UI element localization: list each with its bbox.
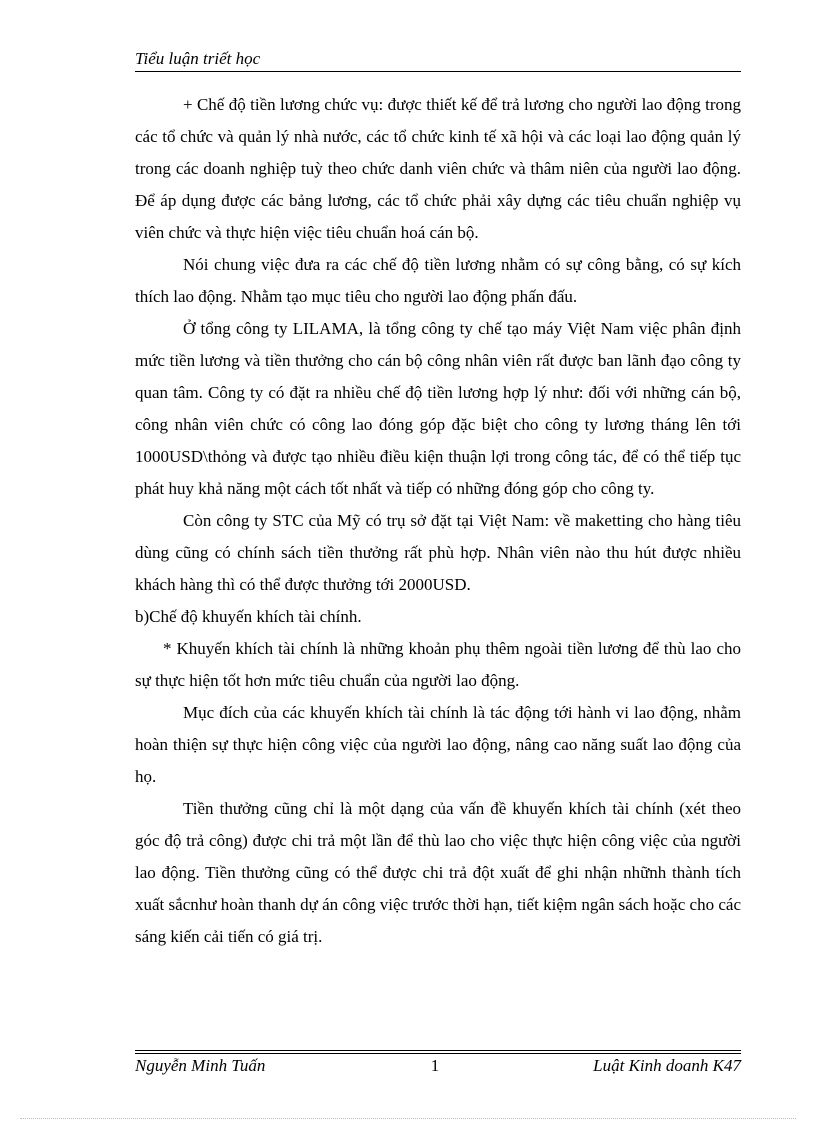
paragraph-salary-position: + Chế độ tiền lương chức vụ: được thiết kế để trả lương cho người lao động trong các tổ chức và quản lý nhà nước, các tổ chức kinh tế xã hội và các loại lao động quản lý trong các doanh nghiệp tuỳ theo chức danh viên chức và thâm niên của người lao động. Để áp dụng được các bảng lương, các tổ chức phải xây dựng các tiêu chuẩn nghiệp vụ viên chức và thực hiện việc tiêu chuẩn hoá cán bộ. (135, 95, 741, 242)
paragraph-general-salary: Nói chung việc đưa ra các chế độ tiền lương nhằm có sự công bằng, có sự kích thích lao động. Nhằm tạo mục tiêu cho người lao động phấn đấu. (135, 255, 741, 306)
page-bottom-edge (20, 1118, 796, 1119)
section-heading-financial-incentives: b)Chế độ khuyến khích tài chính. (135, 607, 362, 626)
footer-course: Luật Kinh doanh K47 (593, 1056, 741, 1075)
paragraph-incentive-definition: * Khuyến khích tài chính là những khoản phụ thêm ngoài tiền lương để thù lao cho sự thực hiện tốt hơn mức tiêu chuẩn của người lao động. (135, 639, 741, 690)
footer-divider (135, 1050, 741, 1054)
footer-author: Nguyễn Minh Tuấn (135, 1056, 266, 1075)
footer-page-number: 1 (430, 1056, 440, 1075)
paragraph-lilama: Ở tổng công ty LILAMA, là tổng công ty chế tạo máy Việt Nam việc phân định mức tiền lương và tiền thưởng cho cán bộ công nhân viên rất được ban lãnh đạo công ty quan tâm. Công ty có đặt ra nhiều chế độ tiền lương hợp lý như: đối với những cán bộ, công nhân viên chức có công lao đóng góp đặc biệt cho công ty lương tháng lên tới 1000USD\thỏng và được tạo nhiều điều kiện thuận lợi trong công tác, để có thể tiếp tục phát huy khả năng một cách tốt nhất và tiếp có những đóng góp cho công ty. (135, 319, 741, 498)
header-divider (135, 71, 741, 72)
page-header-title: Tiểu luận triết học (135, 49, 261, 68)
paragraph-bonus: Tiền thưởng cũng chỉ là một dạng của vấn đề khuyến khích tài chính (xét theo góc độ trả công) được chi trả một lần để thù lao cho việc thực hiện công việc của người lao động. Tiền thưởng cũng có thể được chi trả đột xuất để ghi nhận nhữnh thành tích xuất sắcnhư hoàn thanh dự án công việc trước thời hạn, tiết kiệm ngân sách hoặc cho các sáng kiến cải tiến có giá trị. (135, 799, 741, 946)
paragraph-stc: Còn công ty STC của Mỹ có trụ sở đặt tại Việt Nam: về maketting cho hàng tiêu dùng cũng có chính sách tiền thưởng rất phù hợp. Nhân viên nào thu hút được nhiều khách hàng thì có thể được thưởng tới 2000USD. (135, 511, 741, 594)
paragraph-incentive-purpose: Mục đích của các khuyến khích tài chính là tác động tới hành vi lao động, nhằm hoàn thiện sự thực hiện công việc của người lao động, nâng cao năng suất lao động của họ. (135, 703, 741, 786)
document-body (135, 89, 741, 953)
